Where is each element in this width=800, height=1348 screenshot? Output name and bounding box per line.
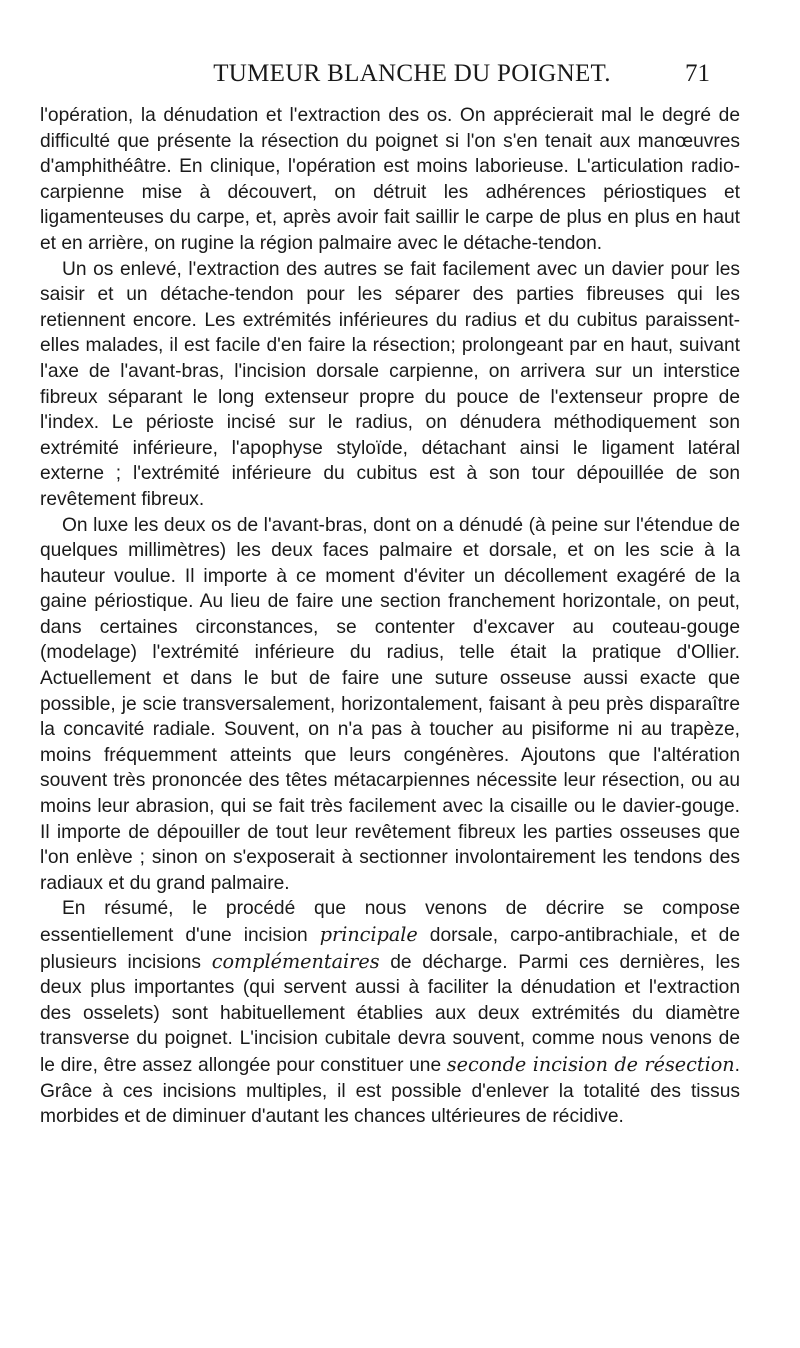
paragraph-4-text-4: . Grâce à ces incisions multiples, il est possible d'enlever la totalité des tissus morbides et de diminuer d'autant les chances ultérieures de récidive. [40,1054,741,1128]
paragraph-3: On luxe les deux os de l'avant-bras, dont on a dénudé (à peine sur l'étendue de quelques millimètres) les deux faces palmaire et dorsale, et on les scie à la hauteur voulue. Il importe à ce moment d'éviter un décollement exagéré de la gaine périostique. Au lieu de faire une section franchement horizontale, on peut, dans certaines circonstances, se contenter d'excaver au couteau-gouge (modelage) l'extrémité inférieure du radius, telle était la pratique d'Ollier. Actuellement et dans le but de faire une suture osseuse aussi exacte que possible, je scie transversalement, horizontalement, faisant à peu près disparaître la concavité radiale. Souvent, on n'a pas à toucher au pisiforme ni au trapèze, moins fréquemment atteints que leurs congénères. Ajoutons que l'altération souvent très prononcée des têtes métacarpiennes nécessite leur résection, ou au moins leur abrasion, qui se fait très facilement avec la cisaille ou le davier-gouge. Il importe de dépouiller de tout leur revêtement fibreux les parties osseuses que l'on enlève ; sinon on s'exposerait à sectionner involontairement les tendons des radiaux et du grand palmaire. [40,514,740,894]
paragraph-4-text-2: dorsale, carpo-antibrachiale, et de plusieurs incisions [40,925,740,973]
running-header [114,60,710,94]
body-text [40,103,740,1130]
italic-principale: principale [319,923,418,946]
running-title: TUMEUR BLANCHE DU POIGNET. [213,60,611,87]
paragraph-4-text-1: En résumé, le procédé que nous venons de décrire se compose essentiellement d'une incision [40,898,740,946]
paragraph-1: l'opération, la dénudation et l'extraction des os. On apprécierait mal le degré de difficulté que présente la résection du poignet si l'on s'en tenait aux manœuvres d'amphithéâtre. En clinique, l'opération est moins laborieuse. L'articulation radio-carpienne mise à découvert, on détruit les adhérences périostiques et ligamenteuses du carpe, et, après avoir fait saillir le carpe de plus en plus en haut et en arrière, on rugine la région palmaire avec le détache-tendon. [40,105,740,254]
page-number: 71 [685,60,710,87]
paragraph-4-text-3: de décharge. Parmi ces dernières, les deux plus importantes (qui servent aussi à faciliter la dénudation et l'extraction des osselets) sont habituellement établies aux deux extrémités du diamètre transverse du poignet. L'incision cubitale devra souvent, comme nous venons de le dire, être assez allongée pour constituer une [40,951,740,1076]
paragraph-2: Un os enlevé, l'extraction des autres se fait facilement avec un davier pour les saisir et un détache-tendon pour les séparer des parties fibreuses qui les retiennent encore. Les extrémités inférieures du radius et du cubitus paraissent-elles malades, il est facile d'en faire la résection; prolongeant par en haut, suivant l'axe de l'avant-bras, l'incision dorsale carpienne, on arrivera sur un interstice fibreux séparant le long extenseur propre du pouce de l'extenseur propre de l'index. Le périoste incisé sur le radius, on dénudera méthodiquement son extrémité inférieure, l'apophyse styloïde, détachant ainsi le ligament latéral externe ; l'extrémité inférieure du cubitus est à son tour dépouillée de son revêtement fibreux. [40,258,740,510]
paragraph-4 [40,896,740,1129]
italic-complementaires: complémentaires [211,949,380,973]
italic-seconde-incision: seconde incision de résection [446,1052,735,1076]
